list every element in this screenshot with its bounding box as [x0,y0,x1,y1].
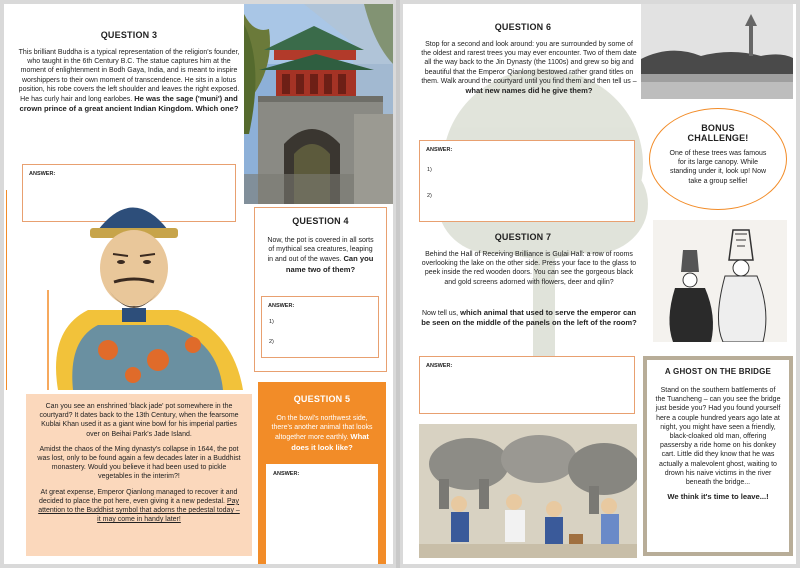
q4-answer-line-1: 1) [269,319,274,325]
q5-answer-box[interactable] [266,464,378,564]
q4-title: QUESTION 4 [292,216,349,226]
q5-text [266,414,378,453]
ghost-title: A GHOST ON THE BRIDGE [664,367,772,376]
book-spine [396,0,400,568]
orange-guide-line [6,190,7,390]
ghost-body: Stand on the southern battlements of the Tuancheng – can you see the bridge just beside you? Had you found yourself here a couple hundred years ago late at night, you might have seen a friendly, black-cloaked old man, offering passersby a ride home on his donkey cart. Little did they know that he was actually a malevolent ghost, waiting to drown his naive victims in the river beneath the bridge... [655,387,781,487]
elephants-painting [419,424,637,558]
q6-body: Stop for a second and look around: you are surrounded by some of the oldest and rarest trees you may ever encounter. Two of them date all the way back to the Jin Dynasty (the 1100s) and grew so big and beautiful that the Emperor Qianlong bestowed rather grand titles on them. Walk around the courtyard until you find them and then tell us – [421,41,637,85]
q3-body: This brilliant Buddha is a typical representation of the religion's founder, who taught in the 6th Century B.C. The statue captures him at the moment of enlightenment in Bodh Gaya, India, and is meant to inspire worshippers to their own moment of transcendence. He sits in a lotus position, his robe covers the left shoulder and leaves the right exposed. He has curly hair and long earlobes. [18,49,240,104]
q7-prompt [419,308,639,328]
q4-answer-line-2: 2) [269,339,274,345]
q6-answer-line-1: 1) [427,167,432,173]
q5-body: On the bowl's northwest side, there's another animal that looks altogether more earthly. [271,415,373,442]
q7-body: Behind the Hall of Receiving Brilliance is Gulai Hall: a row of rooms overlooking the lake on the other side. Press your face to the glass to peek inside the red wooden doors. You can see the gorgeous black and gold screens adorned with flowers, deer and qilin? [421,251,637,286]
q5-panel [258,382,386,564]
q6-answer-line-2: 2) [427,193,432,199]
right-page [403,4,796,564]
q4-body: Now, the pot is covered in all sorts of mythical sea creatures, leaping in and out of the waves. [267,237,374,264]
q4-answer-label: ANSWER: [268,303,295,309]
bonus-body: One of these trees was famous for its large canopy. While standing under it, look up! Now take a group selfie! [669,150,767,185]
kublai-khan-illustration [18,190,248,390]
q3-question: He was the sage ('muni') and crown prince of a great ancient Indian Kingdom. Which one? [19,94,239,114]
q4-answer-box[interactable] [261,296,379,358]
q7-question: which animal that used to serve the emperor can be seen on the middle of the panels on the left of the room? [421,308,637,328]
lake-photo [641,4,793,99]
q5-question: What does it look like? [291,432,369,452]
pagoda-photo [244,4,393,204]
q7-answer-box[interactable] [419,356,635,414]
ghost-story-panel [643,356,793,556]
ghost-illustration [653,220,787,342]
q4-question: Can you name two of them? [285,254,374,274]
q4-text [265,236,376,275]
jade-paragraph-1: Can you see an enshrined 'black jade' pot somewhere in the courtyard? It dates back to the 13th Century, when the fearsome Kublai Khan used it as a giant wine bowl for his imperial parties over on Beihai Park's Jade Island. [39,403,239,438]
q3-text [18,48,240,114]
jade-pedestal-hint: Pay attention to the Buddhist symbol that adorns the pedestal today – it may come in handy later! [38,497,240,524]
bonus-title-line-2: CHALLENGE! [687,133,749,143]
q5-title: QUESTION 5 [293,394,351,404]
ghost-closing: We think it's time to leave...! [667,492,769,502]
q4-panel [254,207,387,372]
q6-answer-label: ANSWER: [426,147,453,153]
q6-answer-box[interactable] [419,140,635,222]
q6-title: QUESTION 6 [494,22,552,32]
bonus-challenge-badge [649,108,787,210]
jade-paragraph-3-text: At great expense, Emperor Qianlong managed to recover it and decided to place the pot here, even giving it a new pedestal. [38,488,238,505]
q6-question: what new names did he give them? [465,86,593,96]
bonus-title-line-1: BONUS [701,123,735,133]
jade-paragraph-2: Amidst the chaos of the Ming dynasty's collapse in 1644, the pot was lost, only to be found again a few decades later in a Buddhist monastery. Would you believe it had been used to pickle vegetables in the interim?! [37,445,241,481]
q6-text [421,40,637,96]
q7-title: QUESTION 7 [494,232,552,242]
q3-answer-label: ANSWER: [29,171,56,177]
q7-answer-label: ANSWER: [426,363,453,369]
q5-answer-label: ANSWER: [273,471,300,477]
q7-lead: Now tell us, [421,310,459,317]
left-page [4,4,393,564]
jade-pot-panel [26,394,252,556]
q3-title: QUESTION 3 [100,30,158,40]
jade-paragraph-3 [36,488,242,525]
